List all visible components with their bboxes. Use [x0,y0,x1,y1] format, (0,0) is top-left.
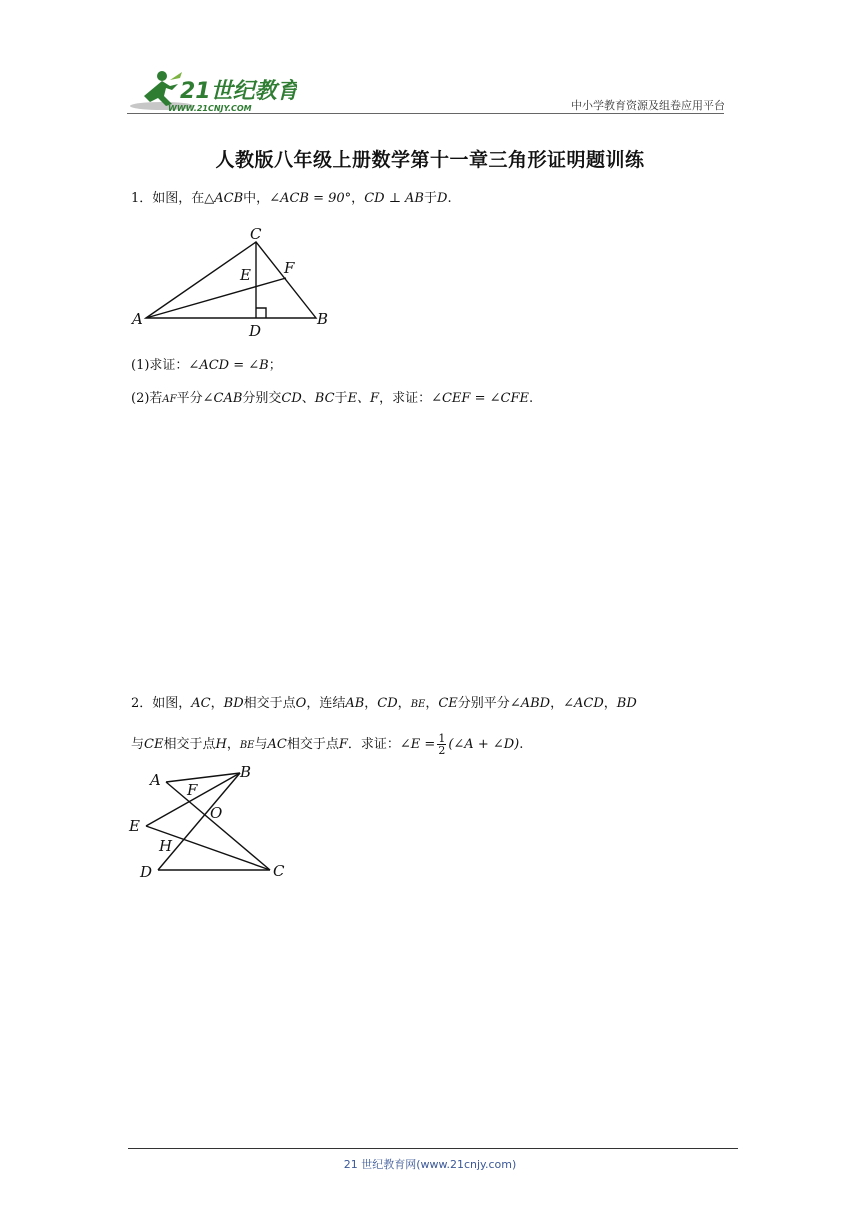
problem1-part2 [131,390,533,409]
math-segment: AF [162,394,177,405]
text: ， [550,696,564,711]
math-segment: BE [410,699,426,710]
math-segment: BC [314,391,335,406]
label-C: C [250,225,262,243]
document-title: 人教版八年级上册数学第十一章三角形证明题训练 [215,149,645,171]
label-A: A [132,310,143,328]
text: (1)求证： [131,358,189,373]
label-F: F [284,259,295,277]
fraction-numerator: 1 [438,732,446,745]
math-segment: AC [191,696,211,711]
math-point: H [215,737,227,752]
label-E: E [129,817,140,835]
math-points: E、F [347,391,380,406]
math-segment: CE [438,696,458,711]
footer-divider [128,1148,738,1149]
math-segment: CE [144,737,164,752]
text: 与 [131,737,145,752]
segment-AC [166,782,270,870]
text: . [519,737,524,752]
text: ，求证： [379,391,432,406]
text: ， [397,696,411,711]
text: ， [425,696,439,711]
text: ．求证： [347,737,400,752]
label-D: D [140,863,153,881]
math-segment: CD [281,391,302,406]
text: ， [210,696,224,711]
text: 中， [243,191,270,206]
text: 相交于点 [163,737,216,752]
right-angle-mark [256,308,266,318]
math-perpendicular: CD ⊥ AB [364,191,424,206]
math-angle: ∠ABD [509,696,551,711]
text: 分别交 [242,391,282,406]
text: 2．如图， [131,696,192,711]
math-fraction [437,733,446,756]
math-equation-lhs: ∠E = [399,737,436,752]
text: ， [603,696,617,711]
label-B: B [240,763,252,781]
label-O: O [210,804,223,822]
text: 于 [424,191,438,206]
text: 1．如图，在 [131,191,205,206]
math-triangle: △ACB [204,191,244,206]
label-A: A [150,771,161,789]
math-equation: ∠CEF = ∠CFE [431,391,529,406]
segment-AF [146,278,286,318]
label-B: B [317,310,329,328]
text: (2)若 [131,391,163,406]
logo-url-text: WWW.21CNJY.COM [168,104,252,113]
label-D: D [249,322,262,340]
header-divider [127,113,724,114]
label-E: E [240,266,251,284]
math-segment: AC [267,737,287,752]
text: 与 [254,737,268,752]
math-segment: BD [616,696,637,711]
text: 相交于点 [243,696,296,711]
logo-runner-icon [122,66,297,114]
triangle-ACB [146,242,316,318]
problem1-figure [128,222,338,340]
math-point: F [338,737,348,752]
text: 、 [301,391,315,406]
problem2-line1 [131,695,637,714]
text: ， [351,191,365,206]
logo [122,66,297,114]
footer-link[interactable]: 21 世纪教育网(www.21cnjy.com) [343,1158,517,1171]
text: . [447,191,452,206]
math-angle: ∠ACD [563,696,604,711]
text: ， [226,737,240,752]
problem2-line2 [131,733,523,756]
math-equation: ∠ACD = ∠B [188,358,269,373]
math-segment: CD [377,696,398,711]
label-H: H [159,837,173,855]
math-segment: BE [239,740,255,751]
math-angle: ∠CAB [202,391,243,406]
text: 相交于点 [286,737,339,752]
segment-AB [166,773,240,782]
text: ； [268,358,282,373]
math-segment: AB [345,696,365,711]
text: ， [364,696,378,711]
fraction-denominator: 2 [438,744,446,757]
header-platform-text: 中小学教育资源及组卷应用平台 [571,99,725,112]
label-C: C [273,862,285,880]
text: 分别平分 [457,696,510,711]
problem2-figure [126,762,296,884]
text: ，连结 [306,696,346,711]
math-segment: BD [223,696,244,711]
text: 平分 [176,391,203,406]
problem1-part1 [131,357,282,375]
label-F: F [187,781,198,799]
text: 于 [334,391,348,406]
problem1-stem [131,190,452,208]
logo-text: 21世纪教育 [180,79,297,104]
text: . [528,391,534,406]
math-equation-rhs: (∠A + ∠D) [448,737,520,752]
math-point: O [295,696,307,711]
math-point: D [437,191,448,206]
math-angle: ∠ACB = 90° [269,191,352,206]
